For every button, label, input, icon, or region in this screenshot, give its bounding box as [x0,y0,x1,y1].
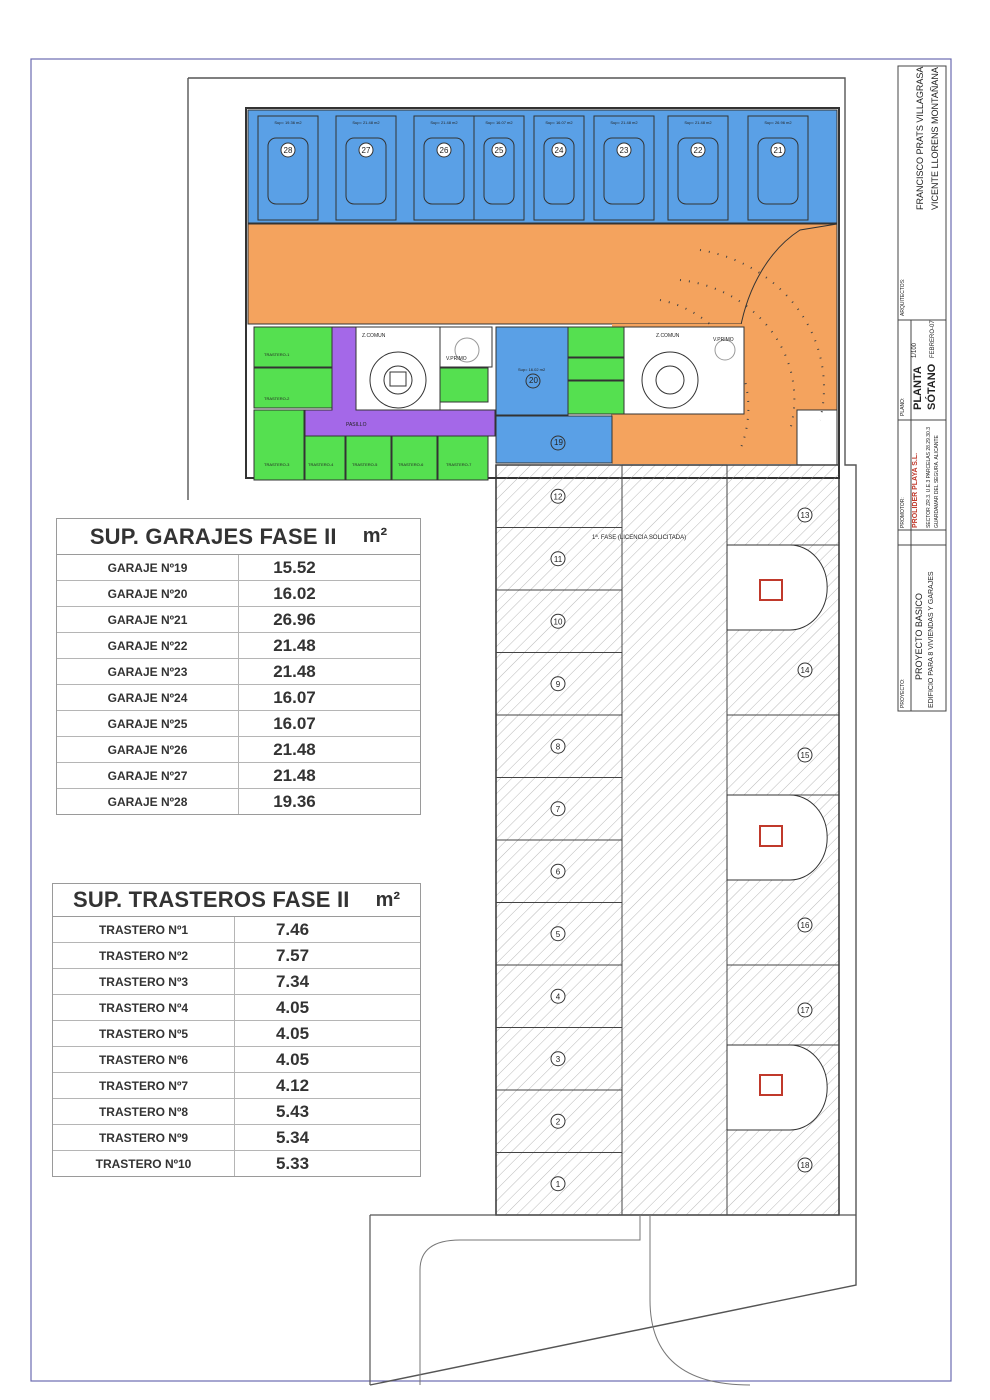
vprimo-right: V.PRIMO [713,337,734,343]
row-label: TRASTERO Nº9 [53,1125,235,1150]
row-label: TRASTERO Nº7 [53,1073,235,1098]
trasteros-table-header [53,884,420,917]
row-value: 26.96 [273,609,316,629]
row-value: 5.33 [275,1153,310,1173]
row-value: 5.34 [275,1127,310,1147]
row-value: 7.34 [275,971,310,991]
table-row [53,1099,420,1125]
garage-area: Sup= 16.07 m2 [485,120,513,125]
trastero-3-label: TRASTERO-3 [264,462,290,467]
table-row [57,685,420,711]
spot-number: 11 [553,554,563,564]
situation2: GUARDAMAR DEL SEGURA. ALICANTE [934,435,940,528]
spot-number: 17 [800,1006,810,1015]
spot-number: 2 [555,1117,561,1127]
row-value: 16.02 [273,583,316,603]
row-value: 7.57 [275,945,310,965]
trasteros-table [52,883,421,1177]
row-label: GARAJE Nº19 [57,555,239,580]
phase1-label: 1ª. FASE (LICENCIA SOLICITADA) [592,535,687,541]
table-row [57,659,420,685]
garajes-table-title: SUP. GARAJES FASE II [89,523,337,549]
row-label: GARAJE Nº21 [57,607,239,632]
row-label: GARAJE Nº20 [57,581,239,606]
spot-number: 8 [555,742,561,752]
trastero-5-label: TRASTERO-5 [352,462,378,467]
spot-number: 15 [800,751,810,760]
row-label: GARAJE Nº28 [57,789,239,814]
vprimo-left: V.PRIMO [446,356,467,362]
table-row [53,995,420,1021]
row-value: 4.12 [275,1075,310,1095]
trastero-1-label: TRASTERO-1 [264,352,290,357]
table-row [57,711,420,737]
row-value: 21.48 [273,765,316,785]
spot-number: 12 [553,492,563,502]
row-label: TRASTERO Nº10 [53,1151,235,1176]
row-label: GARAJE Nº24 [57,685,239,710]
table-row [53,1073,420,1099]
garage-20-area: Sup= 16.02 m2 [518,367,546,372]
row-value: 21.48 [273,635,316,655]
row-label: GARAJE Nº23 [57,659,239,684]
garage-number: 25 [494,146,504,155]
row-label: TRASTERO Nº4 [53,995,235,1020]
garage-20-number: 20 [529,376,538,385]
garage-area: Sup= 21.48 m2 [684,120,712,125]
spot-number: 6 [555,867,561,877]
plan-scale: 1/100 [912,342,918,358]
garage-area: Sup= 21.48 m2 [430,120,458,125]
row-value: 21.48 [273,739,316,759]
trastero-2-label: TRASTERO-2 [264,396,290,401]
table-row [53,1151,420,1176]
row-label: GARAJE Nº22 [57,633,239,658]
project-line1: PROYECTO BASICO [914,593,924,680]
table-row [53,917,420,943]
table-row [57,581,420,607]
ramp-box [797,410,837,465]
garage-area: Sup= 21.48 m2 [610,120,638,125]
architects-line2: VICENTE LLORENS MONTAÑANA [930,67,940,210]
row-value: 4.05 [275,1049,310,1069]
row-value: 19.36 [273,791,316,811]
spot-number: 4 [555,992,561,1002]
spot-number: 7 [555,804,561,814]
row-label: GARAJE Nº26 [57,737,239,762]
trastero-6-label: TRASTERO-6 [398,462,424,467]
garajes-table [56,518,421,815]
table-row [53,1021,420,1047]
row-label: GARAJE Nº25 [57,711,239,736]
plano-line1: PLANTA [912,366,924,410]
garage-number: 22 [693,146,703,155]
row-value: 7.46 [275,919,310,939]
architect-caption: ARQUITECTOS: [900,278,906,316]
table-row [53,943,420,969]
garajes-table-unit: m² [362,525,388,547]
row-label: TRASTERO Nº1 [53,917,235,942]
spot-number: 1 [555,1179,561,1189]
row-value: 15.52 [273,557,316,577]
garage-19-number: 19 [554,438,563,447]
plano-line2: SÓTANO [926,363,938,410]
row-label: TRASTERO Nº5 [53,1021,235,1046]
garage-number: 28 [283,146,293,155]
promotor-caption: PROMOTOR: [900,497,906,528]
table-row [53,969,420,995]
table-row [57,633,420,659]
promotor-name: PROLIDER PLAYA S.L. [912,452,919,528]
row-value: 5.43 [275,1101,310,1121]
garage-number: 27 [361,146,371,155]
row-value: 16.07 [273,713,316,733]
garage-area: Sup= 21.48 m2 [352,120,380,125]
row-label: TRASTERO Nº2 [53,943,235,968]
spot-number: 16 [800,921,810,930]
zcomun-right: Z.COMUN [656,333,680,339]
trasteros-table-body [53,917,420,1176]
garage-area: Sup= 26.96 m2 [764,120,792,125]
row-label: TRASTERO Nº3 [53,969,235,994]
trastero-4-label: TRASTERO-4 [308,462,334,467]
row-value: 16.07 [273,687,316,707]
table-row [57,763,420,789]
project-caption: PROYECTO: [900,678,906,708]
row-label: TRASTERO Nº8 [53,1099,235,1124]
spot-number: 3 [555,1054,561,1064]
project-line2: EDIFICIO PARA 8 VIVIENDAS Y GARAJES [928,571,935,708]
table-row [53,1047,420,1073]
trasteros-table-unit: m² [375,888,401,911]
row-label: TRASTERO Nº6 [53,1047,235,1072]
garage-area: Sup= 16.07 m2 [545,120,573,125]
table-row [57,555,420,581]
garajes-table-body [57,555,420,814]
architects-line1: FRANCISCO PRATS VILLAGRASA [915,66,925,210]
plan-date: FEBRERO-07 [930,320,936,358]
row-value: 4.05 [275,1023,310,1043]
row-value: 21.48 [273,661,316,681]
garajes-table-header [57,519,420,555]
table-row [57,737,420,763]
row-label: GARAJE Nº27 [57,763,239,788]
spot-number: 10 [553,617,563,627]
trasteros-table-title: SUP. TRASTEROS FASE II [72,887,350,912]
pasillo-label: PASILLO [346,422,367,428]
row-value: 4.05 [275,997,310,1017]
garage-number: 24 [554,146,564,155]
plano-caption: PLANO: [900,397,906,416]
spot-number: 9 [555,679,561,689]
situation: SECTOR ZR.3. U.E.3 PARCELAS 28.29.30.3 [926,427,932,528]
garage-number: 23 [619,146,629,155]
garage-number: 21 [773,146,783,155]
spot-number: 14 [800,666,810,675]
table-row [53,1125,420,1151]
trastero-7-label: TRASTERO-7 [446,462,472,467]
spot-number: 18 [800,1161,810,1170]
garage-number: 26 [439,146,449,155]
zcomun-left: Z.COMUN [362,333,386,339]
spot-number: 13 [800,511,810,520]
spot-number: 5 [555,929,561,939]
table-row [57,607,420,633]
table-row [57,789,420,814]
garage-area: Sup= 19.36 m2 [274,120,302,125]
